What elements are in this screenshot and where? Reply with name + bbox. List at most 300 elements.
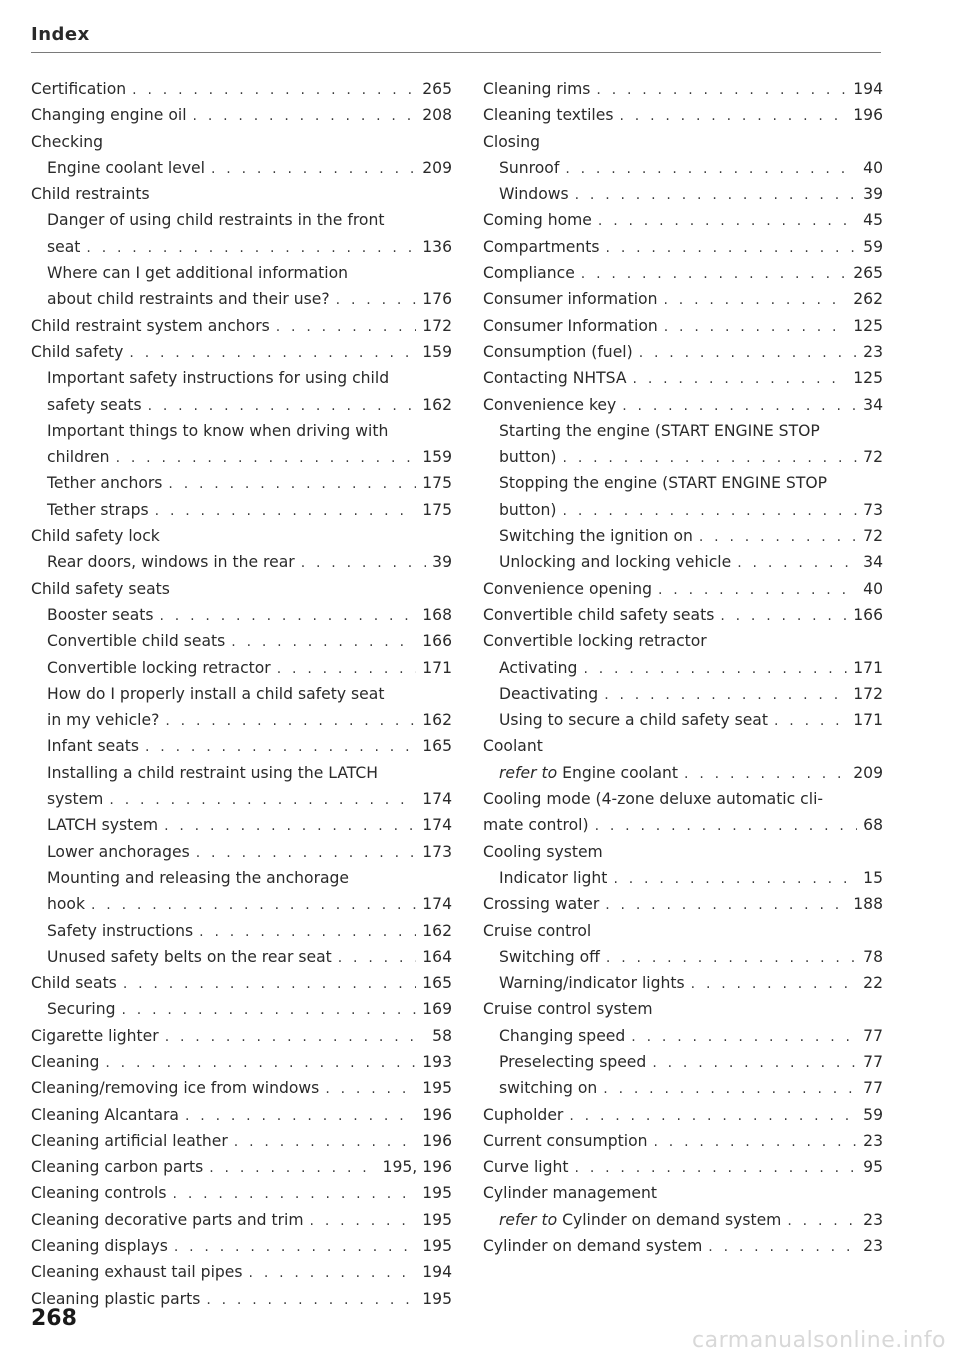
index-entry-text: button) [499,500,557,519]
dot-leader [583,656,847,682]
index-entry-text: Cleaning Alcantara [31,1105,179,1124]
index-entry [483,286,883,312]
index-entry [483,733,883,759]
index-entry-text: Tether straps [47,500,149,519]
index-entry [483,523,883,549]
index-entry-label [499,865,607,891]
index-entry-page: 195 [422,1079,452,1098]
index-entry [31,944,452,970]
index-entry [483,1154,883,1180]
index-entry [31,786,452,812]
index-entry-label [483,102,613,128]
index-entry-text: Switching off [499,947,600,966]
dot-leader [193,103,417,129]
index-entry-page: 165 [422,974,452,993]
dot-leader [606,945,857,971]
dot-leader [199,919,416,945]
index-entry-text: Child safety seats [31,579,170,598]
index-entry-label [31,1102,179,1128]
index-entry [31,549,452,575]
index-entry-page: 172 [853,684,883,703]
cross-reference-prefix: refer to [499,763,558,782]
index-entry-page: 209 [422,158,452,177]
index-entry-label [47,234,80,260]
dot-leader [174,1234,416,1260]
index-entry-text: safety seats [47,395,142,414]
index-entry-page: 40 [863,158,883,177]
index-entry-text: Certification [31,80,127,98]
index-entry-label [47,444,110,470]
index-entry [483,313,883,339]
index-entry [483,102,883,128]
index-entry [483,234,883,260]
index-entry [483,918,883,944]
dot-leader [132,77,416,103]
index-entry-page: 166 [853,605,883,624]
index-entry-text: Cruise control system [483,1000,653,1019]
dot-leader [619,103,847,129]
dot-leader [605,892,847,918]
dot-leader [639,340,857,366]
dot-leader [325,1076,416,1102]
index-entry-page: 262 [853,290,883,309]
index-entry-label [47,286,330,312]
index-entry-text: Activating [499,658,578,677]
dot-leader [277,656,417,682]
index-entry-page: 159 [422,342,452,361]
index-entry-label [31,1233,168,1259]
index-entry-text: Coming home [483,211,592,230]
index-entry-page: 34 [863,553,883,572]
index-entry-page: 77 [863,1052,883,1071]
index-entry [483,944,883,970]
index-entry-text: Stopping the engine (START ENGINE STOP [499,474,828,493]
index-entry [31,1233,452,1259]
index-entry-text: Cruise control [483,921,592,940]
index-entry-text: Cleaning carbon parts [31,1158,204,1177]
index-entry-page: 78 [863,947,883,966]
index-entry-label [31,76,126,102]
dot-leader [565,156,857,182]
index-entry-page: 72 [863,527,883,546]
index-entry [31,970,452,996]
index-entry-text: Cleaning artificial leather [31,1131,228,1150]
index-entry-text: Danger of using child restraints in the front [47,211,385,230]
index-entry-page: 173 [422,842,452,861]
index-entry [31,392,452,418]
index-entry [483,1180,883,1206]
index-entry [31,865,452,891]
index-entry-label [483,1102,563,1128]
dot-leader [105,1050,416,1076]
index-entry-text: about child restraints and their use? [47,290,330,309]
index-entry-text: Consumer information [483,290,658,309]
dot-leader [145,734,416,760]
index-entry-text: Important things to know when driving with [47,421,389,440]
index-entry-label [483,786,823,812]
index-entry-label [483,313,658,339]
index-entry-page: 166 [422,632,452,651]
index-entry-page: 15 [863,868,883,887]
index-entry-text: Mounting and releasing the anchorage [47,868,350,887]
index-entry-label [47,549,295,575]
index-entry-text: seat [47,237,81,256]
dot-leader [234,1129,416,1155]
index-entry-text: Convertible locking retractor [483,632,707,651]
index-entry-page: 23 [863,1237,883,1256]
index-entry [483,602,883,628]
index-entry-page: 188 [853,895,883,914]
index-entry-label [499,497,557,523]
index-entry-label [499,181,569,207]
index-entry-page: 136 [422,237,452,256]
dot-leader [595,813,858,839]
index-entry-page: 162 [422,395,452,414]
dot-leader [575,182,858,208]
index-entry-text: Starting the engine (START ENGINE STOP [499,421,820,440]
index-entry-label [31,1207,304,1233]
index-entry-label [483,1154,569,1180]
index-entry-page: 162 [422,711,452,730]
index-entry-label [499,1049,646,1075]
index-entry-label [483,1233,702,1259]
index-entry-page: 72 [863,448,883,467]
index-entry-text: Cooling mode (4-zone deluxe automatic cli- [483,790,824,809]
index-entry-text: Cleaning rims [483,80,591,98]
cross-reference-prefix: refer to [499,1210,558,1229]
index-entry-label [47,260,348,286]
dot-leader [249,1260,417,1286]
dot-leader [155,498,417,524]
index-entry-page: 196 [853,106,883,125]
index-entry [31,733,452,759]
dot-leader [129,340,416,366]
index-entry-page: 59 [863,1105,883,1124]
index-entry-label [483,812,589,838]
index-entry-label [31,1128,228,1154]
index-entry [483,339,883,365]
index-entry [31,839,452,865]
index-entry-page: 174 [422,895,452,914]
dot-leader [631,1024,857,1050]
dot-leader [613,866,857,892]
index-entry-page: 34 [863,395,883,414]
index-entry [31,313,452,339]
dot-leader [206,1287,416,1313]
index-entry [31,418,452,444]
index-entry-text: Child safety [31,342,124,361]
index-entry-label [47,497,149,523]
index-entry [483,444,883,470]
dot-leader [109,787,416,813]
index-entry-label [47,155,205,181]
index-entry-label [47,365,389,391]
index-entry-text: system [47,790,104,809]
index-entry-text: switching on [499,1079,598,1098]
index-entry-page: 265 [422,80,452,98]
index-entry [31,1049,452,1075]
index-entry [31,1286,452,1312]
index-entry-text: Child seats [31,974,117,993]
index-entry-text: Cleaning exhaust tail pipes [31,1263,243,1282]
index-entry-text: Important safety instructions for using child [47,369,390,388]
index-entry-page: 194 [422,1263,452,1282]
index-entry-page: 195 [422,1210,452,1229]
index-entry-text: Child restraint system anchors [31,316,270,335]
index-entry [31,365,452,391]
index-entry-label [483,628,707,654]
dot-leader [581,261,847,287]
index-entry-text: Cylinder on demand system [562,1210,782,1229]
dot-leader [787,1208,857,1234]
index-entry [483,549,883,575]
index-entry [31,891,452,917]
index-entry-text: Cleaning textiles [483,106,614,125]
index-entry-text: Closing [483,132,540,151]
index-entry-page: 176 [422,290,452,309]
index-entry-page: 175 [422,474,452,493]
index-entry-page: 95 [863,1158,883,1177]
page-title: Index [31,24,90,45]
index-entry-text: Sunroof [499,158,560,177]
index-entry [483,1128,883,1154]
index-entry-text: Warning/indicator lights [499,974,685,993]
index-entry-page: 196 [422,1131,452,1150]
index-entry-label [47,418,388,444]
index-entry [31,602,452,628]
dot-leader [569,1103,857,1129]
index-entry-text: Tether anchors [47,474,163,493]
index-entry-text: Cleaning plastic parts [31,1289,201,1308]
index-entry-label [483,234,600,260]
index-entry [31,1102,452,1128]
index-entry-label [31,1259,243,1285]
index-entry-label [31,1049,99,1075]
index-entry-text: Cleaning decorative parts and trim [31,1210,304,1229]
index-entry [483,1049,883,1075]
index-entry-text: Cylinder on demand system [483,1237,703,1256]
dot-leader [663,287,847,313]
index-entry-label [47,996,115,1022]
index-entry-text: in my vehicle? [47,711,160,730]
index-column-left [31,76,452,1312]
index-entry-page: 265 [853,264,883,283]
index-entry-label [483,1180,657,1206]
dot-leader [211,156,416,182]
index-entry [483,1023,883,1049]
index-entry [31,207,452,233]
index-entry [31,655,452,681]
index-entry [483,865,883,891]
index-entry-text: Lower anchorages [47,842,190,861]
index-entry-page: 77 [863,1026,883,1045]
index-entry-page: 125 [853,369,883,388]
index-column-right [483,76,883,1259]
index-entry-label [47,470,162,496]
index-entry-page: 23 [863,1131,883,1150]
index-entry-text: Switching the ignition on [499,527,693,546]
index-entry [483,470,883,496]
index-entry-label [483,339,633,365]
index-entry [31,576,452,602]
index-entry-text: Using to secure a child safety seat [499,711,768,730]
dot-leader [336,287,417,313]
index-entry-page: 196 [422,1105,452,1124]
index-entry-label [499,944,600,970]
index-entry-label [31,181,150,207]
dot-leader [684,761,847,787]
index-entry-text: LATCH system [47,816,159,835]
index-entry [31,444,452,470]
index-entry [31,181,452,207]
index-entry-page: 169 [422,1000,452,1019]
index-entry-text: Securing [47,1000,116,1019]
index-entry-page: 125 [853,316,883,335]
index-entry [483,76,883,102]
index-entry-label [483,996,653,1022]
index-entry-label [47,733,139,759]
index-entry-text: Cupholder [483,1105,564,1124]
index-entry-page: 171 [422,658,452,677]
dot-leader [91,892,416,918]
dot-leader [563,445,858,471]
index-entry-page: 194 [853,80,883,98]
index-entry [31,234,452,260]
index-entry-text: Engine coolant level [47,158,205,177]
index-entry-text: Infant seats [47,737,139,756]
index-entry-page: 195 [422,1289,452,1308]
index-entry-page: 165 [422,737,452,756]
index-entry-page: 171 [853,711,883,730]
index-entry [31,1154,452,1180]
dot-leader [86,235,416,261]
index-entry-label [499,1207,781,1233]
index-entry-label [499,1023,625,1049]
index-entry-label [483,76,590,102]
index-entry-label [483,365,627,391]
index-entry-page: 73 [863,500,883,519]
index-entry-text: Consumer Information [483,316,658,335]
index-entry [31,918,452,944]
dot-leader [160,603,417,629]
dot-leader [664,314,847,340]
index-entry [31,1075,452,1101]
index-entry-text: Unlocking and locking vehicle [499,553,732,572]
index-entry [31,707,452,733]
index-entry-text: Convertible child safety seats [483,605,715,624]
index-entry [31,1259,452,1285]
index-entry-label [499,470,827,496]
index-entry-label [499,681,598,707]
index-entry-label [499,523,693,549]
index-entry [31,497,452,523]
index-entry-text: Compliance [483,264,575,283]
index-entry [31,286,452,312]
index-entry-label [31,1180,167,1206]
index-entry [31,102,452,128]
dot-leader [604,682,847,708]
index-entry-text: mate control) [483,816,589,835]
index-entry-label [31,576,170,602]
index-entry-text: Where can I get additional information [47,264,349,283]
index-entry-page: 45 [863,211,883,230]
index-entry-label [31,129,103,155]
index-entry [483,786,883,812]
index-entry-label [47,918,193,944]
index-entry-text: Safety instructions [47,921,194,940]
index-entry-text: children [47,448,110,467]
index-entry-text: Deactivating [499,684,599,703]
index-entry-label [31,970,117,996]
index-entry [483,839,883,865]
index-entry-label [31,339,123,365]
index-entry [483,996,883,1022]
index-entry-text: Convenience opening [483,579,652,598]
index-entry-label [499,418,820,444]
index-entry-page: 171 [853,658,883,677]
dot-leader [652,1050,857,1076]
index-entry-text: Preselecting speed [499,1052,647,1071]
index-entry-label [499,655,577,681]
index-entry [31,1207,452,1233]
index-entry-page: 195 [422,1237,452,1256]
index-entry-text: Changing engine oil [31,106,187,125]
index-entry-page: 77 [863,1079,883,1098]
index-entry-label [47,681,384,707]
index-entry [31,339,452,365]
index-entry-page: 172 [422,316,452,335]
index-entry-label [47,786,103,812]
index-entry-label [31,102,187,128]
index-entry-label [31,313,270,339]
index-entry-label [31,1154,203,1180]
index-entry-page: 175 [422,500,452,519]
index-entry [483,1075,883,1101]
index-entry-label [483,129,540,155]
dot-leader [164,813,416,839]
index-entry-text: Installing a child restraint using the LATCH [47,763,379,782]
index-entry [31,76,452,102]
index-entry-text: Crossing water [483,895,600,914]
dot-leader [338,945,416,971]
index-entry-label [47,628,225,654]
index-entry-label [31,523,160,549]
index-entry [483,155,883,181]
index-entry-text: Changing speed [499,1026,626,1045]
dot-leader [563,498,858,524]
index-entry-label [31,1075,319,1101]
index-entry-page: 209 [853,763,883,782]
index-entry [31,260,452,286]
index-entry-text: Current consumption [483,1131,648,1150]
index-entry-page: 174 [422,816,452,835]
index-entry [31,628,452,654]
dot-leader [168,471,416,497]
index-entry-text: Child restraints [31,185,150,204]
dot-leader [276,314,416,340]
dot-leader [173,1181,417,1207]
index-entry-label [47,760,378,786]
index-entry-page: 40 [863,579,883,598]
index-entry [31,155,452,181]
dot-leader [123,971,416,997]
index-entry-label [483,207,592,233]
index-entry-label [31,1023,159,1049]
index-entry [31,523,452,549]
index-entry-label [499,760,678,786]
dot-leader [654,1129,858,1155]
index-entry [483,1233,883,1259]
